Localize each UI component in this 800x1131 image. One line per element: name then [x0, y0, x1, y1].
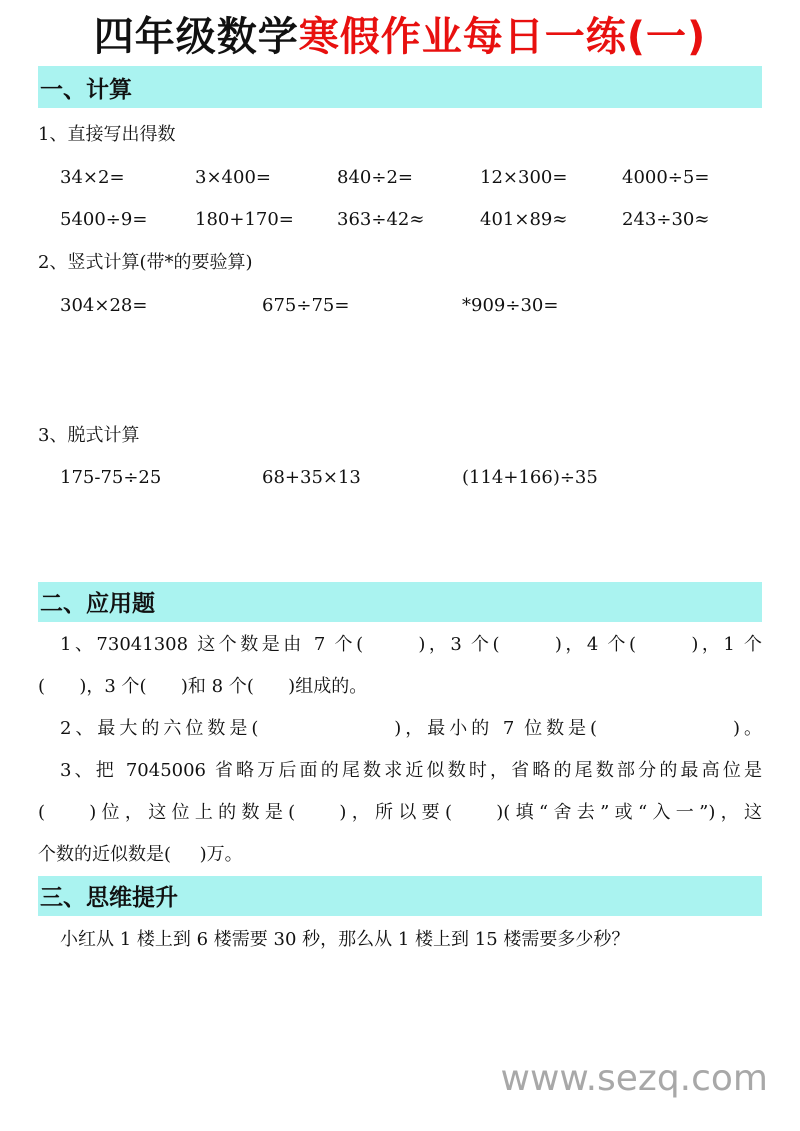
stepwise-item: 68+35×13 [262, 467, 361, 488]
section-heading: 三、思维提升 [40, 885, 178, 911]
section-banner-applied [38, 582, 762, 622]
applied-line: 2、最大的六位数是( )，最小的 7 位数是( )。 [60, 718, 762, 739]
oral-item: 363÷42≈ [337, 209, 425, 230]
applied-line: 个数的近似数是( )万。 [38, 844, 243, 865]
oral-item: 34×2= [60, 167, 125, 188]
stepwise-item: 175-75÷25 [60, 467, 162, 488]
vertical-item: 675÷75= [262, 295, 350, 316]
oral-item: 12×300= [480, 167, 568, 188]
question-label: 3、脱式计算 [38, 425, 140, 446]
section-heading: 二、应用题 [40, 591, 155, 617]
oral-item: 5400÷9= [60, 209, 148, 230]
question-label: 1、直接写出得数 [38, 124, 176, 145]
section-banner-thinking [38, 876, 762, 916]
watermark: www.sezq.com [500, 1058, 768, 1099]
oral-item: 3×400= [195, 167, 271, 188]
oral-item: 243÷30≈ [622, 209, 710, 230]
vertical-item: 304×28= [60, 295, 148, 316]
applied-line: ( )位，这位上的数是( )，所以要( )(填“舍去”或“入一”)，这 [38, 802, 762, 823]
stepwise-item: (114+166)÷35 [462, 467, 598, 488]
applied-line: 3、把 7045006 省略万后面的尾数求近似数时，省略的尾数部分的最高位是 [60, 760, 762, 781]
page-title [0, 12, 800, 62]
vertical-item: *909÷30= [462, 295, 559, 316]
applied-line: ( )，3 个( )和 8 个( )组成的。 [38, 676, 368, 697]
section-banner-calc [38, 66, 762, 108]
oral-item: 4000÷5= [622, 167, 710, 188]
title-red: 寒假作业每日一练(一) [298, 14, 707, 60]
thinking-question: 小红从 1 楼上到 6 楼需要 30 秒，那么从 1 楼上到 15 楼需要多少秒？ [60, 929, 630, 950]
section-heading: 一、计算 [40, 77, 132, 103]
oral-item: 401×89≈ [480, 209, 568, 230]
oral-item: 180+170= [195, 209, 294, 230]
title-black: 四年级数学 [93, 14, 299, 60]
applied-line: 1、73041308 这个数是由 7 个( )，3 个( )，4 个( )，1 个 [60, 634, 762, 655]
oral-item: 840÷2= [337, 167, 413, 188]
question-label: 2、竖式计算(带*的要验算) [38, 252, 253, 273]
